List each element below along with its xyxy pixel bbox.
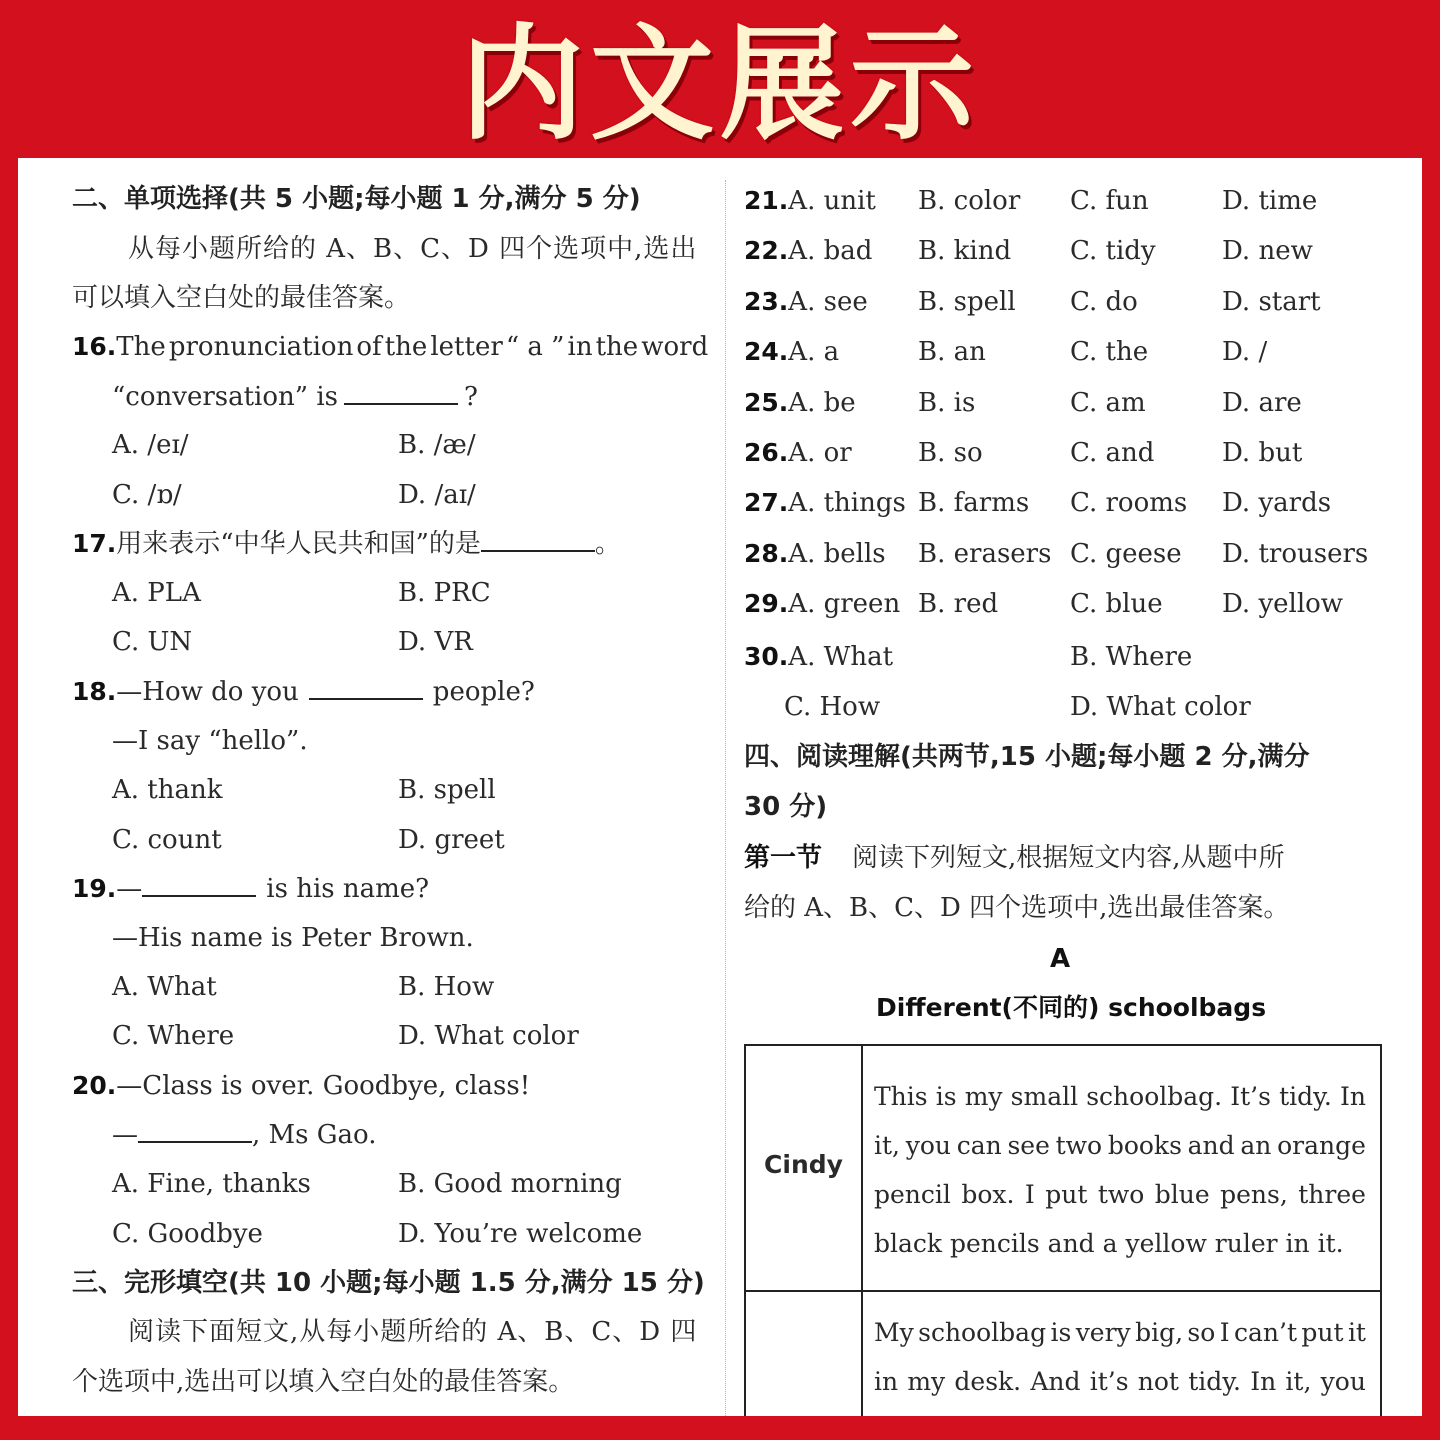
q30-option-a: A. What: [788, 642, 894, 672]
q17-period: 。: [594, 529, 621, 559]
q17-text: 用来表示“中华人民共和国”的是: [116, 529, 481, 559]
table-text-line: [874, 1170, 1366, 1219]
table-text-line: [874, 1121, 1366, 1170]
table-word: schoolbag: [918, 1318, 1047, 1347]
table-word: In: [1250, 1367, 1277, 1396]
q16-word: in: [567, 332, 593, 362]
q20-text: —Class is over. Goodbye, class!: [116, 1071, 531, 1101]
q20-text-end: , Ms Gao.: [252, 1120, 377, 1150]
part1-instructions-line1: [744, 841, 1285, 875]
table-word: can: [956, 1131, 1002, 1160]
q20-stem: [72, 1069, 530, 1103]
section2-instructions-line1: 从每小题所给的 A、B、C、D 四个选项中,选出: [128, 234, 698, 264]
q20-dash: —: [112, 1120, 138, 1150]
q19-option-d: D. What color: [398, 1021, 579, 1051]
cloze-option-a: A. bad: [788, 236, 873, 267]
table-word: you: [1320, 1367, 1366, 1396]
cloze-number: 24.: [744, 337, 789, 367]
q17-option-c: C. UN: [112, 627, 193, 657]
cloze-option-a: A. things: [788, 488, 906, 519]
q20-option-d: D. You’re welcome: [398, 1219, 643, 1249]
q30-option-d: D. What color: [1070, 692, 1251, 722]
q18-option-d: D. greet: [398, 825, 505, 855]
cloze-option-d: D. are: [1222, 387, 1302, 418]
table-word: small: [1010, 1082, 1079, 1111]
page-card: [18, 158, 1422, 1416]
q17-option-a: A. PLA: [112, 578, 201, 608]
cloze-option-c: C. the: [1070, 337, 1149, 368]
watermark: [578, 1388, 878, 1416]
table-word: This: [874, 1082, 928, 1111]
q19-option-c: C. Where: [112, 1021, 235, 1051]
table-word: two: [1055, 1131, 1103, 1160]
cloze-option-a: A. bells: [788, 538, 886, 569]
cloze-question-row: [744, 486, 906, 520]
q18-response: —I say “hello”.: [112, 726, 308, 756]
table-word: two: [1097, 1180, 1145, 1209]
table-word: big,: [1135, 1318, 1184, 1347]
cloze-number: 25.: [744, 387, 789, 417]
cloze-number: 26.: [744, 438, 789, 467]
cloze-option-d: D. but: [1222, 438, 1303, 468]
cloze-option-d: D. new: [1222, 236, 1313, 267]
part1-instructions-line2: 给的 A、B、C、D 四个选项中,选出最佳答案。: [744, 893, 1290, 923]
passage-letter: A: [1050, 944, 1071, 974]
table-word: books: [1107, 1131, 1182, 1160]
cloze-question-row: [744, 184, 876, 218]
table-word: it’s: [1089, 1367, 1129, 1396]
q16-word: of: [356, 332, 382, 362]
table-word: blue: [1154, 1180, 1210, 1209]
q19-number: 19.: [72, 874, 117, 903]
cloze-number: 29.: [744, 589, 789, 619]
cloze-option-c: C. do: [1070, 286, 1138, 317]
q19-stem: [72, 872, 429, 906]
q19-dash: —: [116, 874, 143, 904]
q16-stem: [116, 330, 708, 364]
banner-title: 内文展示: [459, 13, 980, 157]
table-text-line: [874, 1357, 1366, 1406]
table-word: can’t: [1233, 1318, 1297, 1347]
cloze-option-a: A. or: [788, 438, 852, 468]
section4-header-line1: 四、阅读理解(共两节,15 小题;每小题 2 分,满分: [744, 742, 1310, 772]
q19-option-b: B. How: [398, 972, 495, 1002]
schoolbags-table: [744, 1044, 1382, 1416]
table-text-line: [874, 1219, 1366, 1268]
cloze-option-c: C. tidy: [1070, 236, 1156, 267]
q16-line2: [112, 380, 478, 414]
row1-name: Cindy: [764, 1150, 843, 1179]
table-word: pens,: [1220, 1180, 1288, 1209]
cloze-option-b: B. color: [918, 186, 1021, 216]
q16-word: letter: [430, 332, 503, 362]
q16-blank: [344, 381, 458, 405]
q17-option-b: B. PRC: [398, 578, 491, 608]
q30-option-c: C. How: [784, 692, 881, 722]
cloze-question-row: [744, 436, 852, 470]
cloze-option-d: D. start: [1222, 286, 1321, 317]
table-text-line: [874, 1072, 1366, 1121]
cloze-question-row: [744, 587, 900, 621]
q18-text-end: people?: [432, 677, 535, 707]
cloze-option-a: A. a: [788, 337, 840, 368]
cloze-question-row: [744, 386, 856, 420]
q16-number: 16.: [72, 332, 117, 361]
column-divider: [725, 180, 726, 1416]
section3-instructions-line1: 阅读下面短文,从每小题所给的 A、B、C、D 四: [128, 1317, 698, 1347]
q16-word: The: [116, 332, 166, 362]
part1-text: 阅读下列短文,根据短文内容,从题中所: [852, 843, 1285, 873]
q16-word: pronunciation: [168, 332, 354, 362]
q16-word: word: [641, 332, 709, 362]
q20-option-c: C. Goodbye: [112, 1219, 263, 1249]
cloze-option-c: C. blue: [1070, 589, 1163, 620]
q17-number: 17.: [72, 529, 117, 558]
q30-row1: [744, 640, 893, 674]
table-word: is: [935, 1082, 957, 1111]
cloze-option-b: B. red: [918, 589, 999, 620]
q18-option-a: A. thank: [112, 775, 223, 805]
cloze-option-b: B. so: [918, 438, 983, 468]
table-word: and: [1187, 1131, 1235, 1160]
cloze-option-d: D. time: [1222, 186, 1318, 216]
cloze-option-d: D. trousers: [1222, 538, 1369, 569]
q20-blank: [138, 1119, 252, 1143]
cloze-question-row: [744, 537, 886, 571]
q19-blank: [142, 873, 256, 897]
table-word: it,: [1285, 1367, 1312, 1396]
q19-text: is his name?: [266, 874, 430, 904]
section3-header: 三、完形填空(共 10 小题;每小题 1.5 分,满分 15 分): [72, 1268, 705, 1298]
cloze-question-row: [744, 234, 872, 268]
q16-option-d: D. /aɪ/: [398, 480, 476, 510]
cloze-number: 22.: [744, 236, 789, 266]
q19-option-a: A. What: [112, 972, 217, 1002]
cloze-number: 23.: [744, 286, 789, 316]
cloze-option-d: D. yards: [1222, 488, 1332, 519]
q17-blank: [481, 528, 595, 552]
q18-option-c: C. count: [112, 825, 222, 855]
cloze-question-row: [744, 335, 839, 369]
q18-option-b: B. spell: [398, 775, 496, 805]
table-word: put: [1045, 1180, 1088, 1209]
q16-stem-cont: “conversation” is: [112, 382, 338, 412]
cloze-option-b: B. farms: [918, 488, 1030, 519]
q30-option-b: B. Where: [1070, 642, 1193, 672]
table-word: three: [1298, 1180, 1366, 1209]
table-text-line: [874, 1308, 1366, 1357]
cloze-option-d: D. /: [1222, 337, 1268, 368]
cloze-option-b: B. an: [918, 337, 986, 368]
q16-word: the: [595, 332, 639, 362]
q16-word: the: [384, 332, 428, 362]
cloze-option-a: A. unit: [788, 186, 876, 216]
q20-option-b: B. Good morning: [398, 1169, 622, 1199]
table-word: you: [905, 1131, 951, 1160]
q16-word: “ a ”: [505, 332, 565, 362]
part1-label: 第一节: [744, 843, 823, 873]
table-word: It’s: [1230, 1082, 1271, 1111]
cloze-option-c: C. fun: [1070, 186, 1149, 216]
cloze-option-b: B. kind: [918, 236, 1012, 267]
cloze-option-c: C. rooms: [1070, 488, 1188, 519]
cloze-option-b: B. is: [918, 387, 976, 418]
table-word: put: [1301, 1318, 1344, 1347]
q20-number: 20.: [72, 1071, 117, 1100]
table-word: an: [1240, 1131, 1272, 1160]
cloze-number: 27.: [744, 488, 789, 518]
table-word: I: [1024, 1180, 1035, 1209]
table-word: tidy.: [1188, 1367, 1241, 1396]
cloze-option-c: C. am: [1070, 387, 1146, 418]
q19-response: —His name is Peter Brown.: [112, 923, 474, 953]
table-word: tidy.: [1279, 1082, 1332, 1111]
section2-header: 二、单项选择(共 5 小题;每小题 1 分,满分 5 分): [72, 184, 641, 214]
table-word: black pencils and a yellow ruler in it.: [874, 1229, 1344, 1258]
q17-option-d: D. VR: [398, 627, 473, 657]
table-column-divider: [861, 1046, 863, 1416]
table-word: see: [1007, 1131, 1050, 1160]
row2-description: [874, 1308, 1366, 1406]
q16-option-c: C. /ɒ/: [112, 480, 182, 510]
cloze-number: 28.: [744, 538, 789, 568]
passage-title: Different(不同的) schoolbags: [876, 993, 1267, 1022]
q18-blank: [309, 676, 423, 700]
table-word: very: [1075, 1318, 1131, 1347]
section3-instructions-line2: 个选项中,选出可以填入空白处的最佳答案。: [72, 1367, 575, 1397]
q30-number: 30.: [744, 642, 789, 671]
cloze-option-a: A. see: [788, 286, 868, 317]
table-word: schoolbag.: [1086, 1082, 1223, 1111]
q18-number: 18.: [72, 677, 117, 706]
section2-instructions-line2: 可以填入空白处的最佳答案。: [72, 283, 411, 313]
table-word: I: [1219, 1318, 1230, 1347]
q18-stem: [72, 675, 535, 709]
table-word: orange: [1277, 1131, 1366, 1160]
cloze-number: 21.: [744, 186, 789, 215]
table-word: box.: [961, 1180, 1015, 1209]
q17-stem: [72, 527, 621, 561]
table-row-divider: [746, 1290, 1380, 1292]
q20-option-a: A. Fine, thanks: [112, 1169, 311, 1199]
table-word: And: [1030, 1367, 1081, 1396]
table-word: in: [874, 1367, 899, 1396]
row1-description: [874, 1072, 1366, 1268]
section4-header-line2: 30 分): [744, 792, 828, 822]
table-word: not: [1137, 1367, 1179, 1396]
cloze-option-b: B. erasers: [918, 538, 1052, 569]
table-word: it,: [874, 1131, 900, 1160]
cloze-option-b: B. spell: [918, 286, 1016, 317]
cloze-option-c: C. geese: [1070, 538, 1182, 569]
q20-response: [112, 1118, 377, 1152]
table-word: My: [874, 1318, 914, 1347]
cloze-option-a: A. be: [788, 387, 856, 418]
cloze-option-c: C. and: [1070, 438, 1155, 468]
table-word: so: [1187, 1318, 1216, 1347]
table-word: my: [907, 1367, 946, 1396]
cloze-question-row: [744, 285, 868, 319]
q16-line1: [72, 330, 709, 364]
table-word: is: [1050, 1318, 1072, 1347]
q16-option-a: A. /eɪ/: [112, 430, 189, 460]
table-word: my: [964, 1082, 1003, 1111]
q18-text: —How do you: [116, 677, 299, 707]
cloze-option-d: D. yellow: [1222, 589, 1344, 620]
cloze-option-a: A. green: [788, 589, 901, 620]
table-word: it: [1347, 1318, 1366, 1347]
q16-qmark: ?: [463, 382, 478, 412]
table-word: In: [1339, 1082, 1366, 1111]
q16-option-b: B. /æ/: [398, 430, 476, 460]
table-word: desk.: [954, 1367, 1022, 1396]
table-word: pencil: [874, 1180, 951, 1209]
